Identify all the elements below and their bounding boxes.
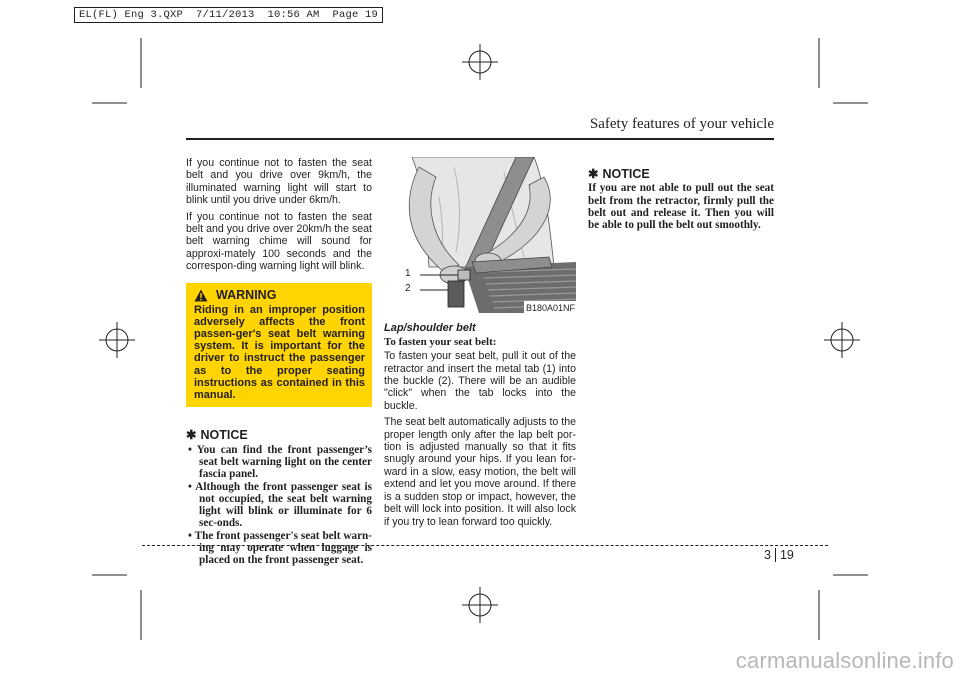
paragraph: To fasten your seat belt, pull it out of the retractor and insert the metal tab (1) into the buckle (2). There will be an audible "click" when the tab locks into the buckle.: [384, 350, 576, 412]
column-right: [588, 168, 774, 236]
registration-right: [824, 322, 860, 358]
notice-header: [588, 168, 774, 180]
warning-box: [186, 283, 372, 408]
page-number-value: 19: [779, 548, 794, 562]
notice-title: NOTICE: [602, 167, 650, 181]
callout-1: 1: [405, 268, 411, 279]
warning-triangle-icon: [194, 289, 208, 302]
list-item: • Although the front passenger seat is not occupied, the seat belt warning light will blink or illuminate for 6 sec-onds.: [188, 480, 372, 530]
notice-header: [186, 429, 372, 441]
subheading: To fasten your seat belt:: [384, 335, 497, 348]
bottom-rule: [142, 545, 828, 546]
print-header: EL(FL) Eng 3.QXP 7/11/2013 10:56 AM Page 19: [74, 7, 383, 23]
figure-code: B180A01NF: [526, 303, 576, 313]
list-item: • You can find the front passenger’s seat belt warning light on the center fascia panel.: [188, 443, 372, 481]
chapter-number: 3: [764, 548, 771, 562]
paragraph: The seat belt automatically adjusts to the proper length only after the lap belt por-tion is adjusted manually so that it fits snugly around your hips. If you lean for-ward in a slow, easy motion, the belt will extend and let you move around. If there is a sudden stop or impact, however, the belt will lock into position. It will also lock if you try to lean forward too quickly.: [384, 416, 576, 528]
notice-text: If you are not able to pull out the seat belt from the retractor, firmly pull the belt out and release it. Then you will be able to pull the belt out smoothly.: [588, 182, 774, 232]
column-left: [186, 157, 372, 567]
notice-star-icon: ✱: [186, 428, 197, 443]
page-separator: [775, 548, 776, 562]
list-item: • The front passenger's seat belt warn-ing may operate when luggage is placed on the front passenger seat.: [188, 529, 373, 567]
notice-list: [186, 444, 372, 567]
title-rule: [186, 138, 774, 140]
warning-text: Riding in an improper position adversely affects the front passen-ger's seat belt warning system. It is important for the driver to instruct the passenger as to the proper seating instructions as contained in this manual.: [194, 303, 365, 402]
column-middle: [384, 157, 576, 532]
registration-bottom: [462, 587, 498, 623]
seatbelt-illustration: [384, 157, 576, 313]
notice-title: NOTICE: [200, 428, 248, 443]
watermark: carmanualsonline.info: [735, 648, 954, 673]
notice-left: [186, 429, 372, 566]
registration-top: [462, 44, 498, 80]
callout-2: 2: [405, 283, 411, 294]
section-title: Safety features of your vehicle: [589, 116, 774, 132]
warning-header: [186, 283, 372, 304]
paragraph: If you continue not to fasten the seat belt and you drive over 20km/h the seat belt warning chime will sound for approxi-mately 100 seconds and the correspon-ding warning light will blink.: [186, 210, 372, 273]
notice-star-icon: ✱: [588, 167, 599, 181]
figure-caption: Lap/shoulder belt: [384, 322, 476, 335]
warning-title: WARNING: [216, 287, 277, 302]
page-number: [764, 548, 794, 562]
paragraph: If you continue not to fasten the seat belt and you drive over 9km/h, the illuminated warning light will start to blink until you drive under 6km/h.: [186, 157, 372, 207]
registration-left: [99, 322, 135, 358]
